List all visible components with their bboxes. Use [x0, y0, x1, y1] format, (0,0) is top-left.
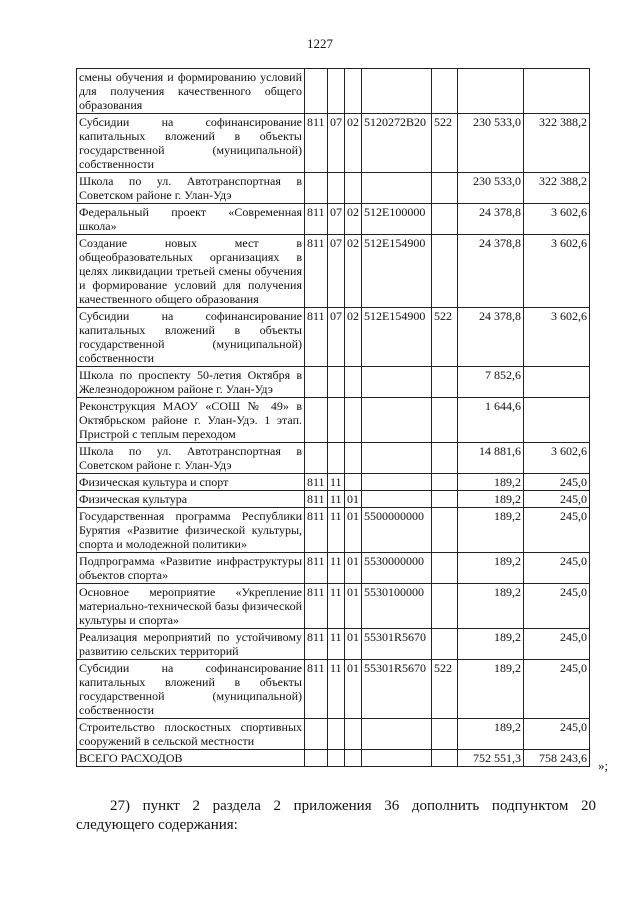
target-article-cell — [362, 173, 432, 204]
table-row — [77, 629, 590, 660]
item-name-cell: Субсидии на софинансирование капитальных вложений в объекты государственной (муниципальной) собственности — [77, 660, 305, 719]
amount-year1-cell: 24 378,8 — [458, 308, 524, 367]
target-article-cell: 512Е154900 — [362, 308, 432, 367]
amount-year1-cell: 189,2 — [458, 553, 524, 584]
amount-year2-cell: 3 602,6 — [524, 235, 590, 308]
subsection-code-cell — [345, 719, 362, 750]
table-row — [77, 398, 590, 443]
ministry-code-cell — [305, 367, 328, 398]
amount-year1-cell — [458, 69, 524, 114]
target-article-cell — [362, 398, 432, 443]
section-code-cell: 11 — [328, 660, 345, 719]
item-name-cell: Строительство плоскостных спортивных сооружений в сельской местности — [77, 719, 305, 750]
amount-year2-cell: 245,0 — [524, 584, 590, 629]
ministry-code-cell: 811 — [305, 474, 328, 491]
expense-type-cell: 522 — [432, 308, 458, 367]
item-name-cell: Создание новых мест в общеобразовательных организациях в целях ликвидации третьей смены обучения и формирование условий для получения качественного общего образования — [77, 235, 305, 308]
subsection-code-cell — [345, 398, 362, 443]
amount-year1-cell: 24 378,8 — [458, 204, 524, 235]
section-code-cell: 07 — [328, 114, 345, 173]
subsection-code-cell: 02 — [345, 235, 362, 308]
table-row — [77, 508, 590, 553]
ministry-code-cell: 811 — [305, 491, 328, 508]
amount-year2-cell: 322 388,2 — [524, 173, 590, 204]
table-row — [77, 491, 590, 508]
expense-type-cell: 522 — [432, 114, 458, 173]
expense-type-cell — [432, 553, 458, 584]
amount-year2-cell: 245,0 — [524, 719, 590, 750]
section-code-cell — [328, 367, 345, 398]
amount-year1-cell: 1 644,6 — [458, 398, 524, 443]
expense-type-cell — [432, 443, 458, 474]
amount-year1-cell: 189,2 — [458, 508, 524, 553]
amount-year2-cell: 245,0 — [524, 629, 590, 660]
section-code-cell: 11 — [328, 553, 345, 584]
expense-type-cell — [432, 69, 458, 114]
ministry-code-cell — [305, 443, 328, 474]
table-row — [77, 69, 590, 114]
amount-year1-cell: 189,2 — [458, 719, 524, 750]
expense-type-cell — [432, 204, 458, 235]
target-article-cell — [362, 491, 432, 508]
amount-year2-cell: 245,0 — [524, 474, 590, 491]
table-row — [77, 584, 590, 629]
item-name-cell: Подпрограмма «Развитие инфраструктуры объектов спорта» — [77, 553, 305, 584]
subsection-code-cell — [345, 750, 362, 767]
amount-year1-cell: 7 852,6 — [458, 367, 524, 398]
table-row — [77, 553, 590, 584]
target-article-cell — [362, 443, 432, 474]
ministry-code-cell: 811 — [305, 204, 328, 235]
amount-year1-cell: 230 533,0 — [458, 114, 524, 173]
amount-year1-cell: 189,2 — [458, 584, 524, 629]
ministry-code-cell — [305, 173, 328, 204]
table-row — [77, 204, 590, 235]
item-name-cell: Основное мероприятие «Укрепление материально-технической базы физической культуры и спорта» — [77, 584, 305, 629]
expense-type-cell: 522 — [432, 660, 458, 719]
amount-year1-cell: 752 551,3 — [458, 750, 524, 767]
ministry-code-cell: 811 — [305, 235, 328, 308]
item-name-cell: Физическая культура и спорт — [77, 474, 305, 491]
closing-quote-mark: »; — [598, 758, 609, 773]
ministry-code-cell: 811 — [305, 114, 328, 173]
ministry-code-cell — [305, 69, 328, 114]
target-article-cell: 512Е100000 — [362, 204, 432, 235]
amount-year2-cell: 3 602,6 — [524, 308, 590, 367]
subsection-code-cell — [345, 367, 362, 398]
amount-year2-cell: 322 388,2 — [524, 114, 590, 173]
target-article-cell: 512Е154900 — [362, 235, 432, 308]
ministry-code-cell — [305, 719, 328, 750]
target-article-cell: 5500000000 — [362, 508, 432, 553]
ministry-code-cell: 811 — [305, 629, 328, 660]
subsection-code-cell — [345, 474, 362, 491]
table-row — [77, 235, 590, 308]
subsection-code-cell — [345, 69, 362, 114]
subsection-code-cell: 01 — [345, 584, 362, 629]
amount-year2-cell: 245,0 — [524, 553, 590, 584]
ministry-code-cell: 811 — [305, 308, 328, 367]
table-row — [77, 660, 590, 719]
section-code-cell — [328, 443, 345, 474]
amount-year2-cell: 3 602,6 — [524, 204, 590, 235]
ministry-code-cell — [305, 398, 328, 443]
target-article-cell — [362, 474, 432, 491]
amount-year2-cell: 245,0 — [524, 508, 590, 553]
section-code-cell — [328, 69, 345, 114]
expense-type-cell — [432, 491, 458, 508]
amount-year1-cell: 189,2 — [458, 491, 524, 508]
subsection-code-cell — [345, 443, 362, 474]
subsection-code-cell — [345, 173, 362, 204]
item-name-cell: Школа по ул. Автотранспортная в Советском районе г. Улан-Удэ — [77, 173, 305, 204]
subsection-code-cell: 01 — [345, 508, 362, 553]
subsection-code-cell: 01 — [345, 553, 362, 584]
section-code-cell — [328, 173, 345, 204]
subsection-code-cell: 01 — [345, 629, 362, 660]
ministry-code-cell: 811 — [305, 660, 328, 719]
item-name-cell: Физическая культура — [77, 491, 305, 508]
amount-year2-cell: 245,0 — [524, 491, 590, 508]
expense-type-cell — [432, 235, 458, 308]
amount-year2-cell: 758 243,6 — [524, 750, 590, 767]
amount-year1-cell: 230 533,0 — [458, 173, 524, 204]
subsection-code-cell: 02 — [345, 204, 362, 235]
target-article-cell — [362, 719, 432, 750]
amount-year1-cell: 14 881,6 — [458, 443, 524, 474]
amount-year1-cell: 189,2 — [458, 629, 524, 660]
amendment-paragraph: 27) пункт 2 раздела 2 приложения 36 дополнить подпунктом 20 следующего содержания: — [76, 798, 596, 833]
amount-year2-cell: 3 602,6 — [524, 443, 590, 474]
ministry-code-cell — [305, 750, 328, 767]
section-code-cell: 07 — [328, 235, 345, 308]
section-code-cell — [328, 719, 345, 750]
item-name-cell: Субсидии на софинансирование капитальных вложений в объекты государственной (муниципальной) собственности — [77, 114, 305, 173]
item-name-cell: Школа по ул. Автотранспортная в Советском районе г. Улан-Удэ — [77, 443, 305, 474]
table-row — [77, 114, 590, 173]
item-name-cell: Государственная программа Республики Бурятия «Развитие физической культуры, спорта и молодежной политики» — [77, 508, 305, 553]
target-article-cell: 5530100000 — [362, 584, 432, 629]
expense-type-cell — [432, 584, 458, 629]
table-row — [77, 173, 590, 204]
ministry-code-cell: 811 — [305, 508, 328, 553]
amount-year1-cell: 189,2 — [458, 474, 524, 491]
section-code-cell: 07 — [328, 308, 345, 367]
section-code-cell — [328, 750, 345, 767]
item-name-cell: смены обучения и формированию условий для получения качественного общего образования — [77, 69, 305, 114]
section-code-cell: 11 — [328, 474, 345, 491]
table-row — [77, 443, 590, 474]
budget-table — [76, 68, 590, 767]
amount-year1-cell: 189,2 — [458, 660, 524, 719]
item-name-cell: ВСЕГО РАСХОДОВ — [77, 750, 305, 767]
expense-type-cell — [432, 474, 458, 491]
section-code-cell: 11 — [328, 629, 345, 660]
section-code-cell: 07 — [328, 204, 345, 235]
item-name-cell: Субсидии на софинансирование капитальных вложений в объекты государственной (муниципальной) собственности — [77, 308, 305, 367]
amount-year2-cell — [524, 69, 590, 114]
expense-type-cell — [432, 719, 458, 750]
section-code-cell: 11 — [328, 491, 345, 508]
amount-year2-cell: 245,0 — [524, 660, 590, 719]
section-code-cell — [328, 398, 345, 443]
table-row — [77, 474, 590, 491]
expense-type-cell — [432, 750, 458, 767]
target-article-cell: 55301R5670 — [362, 629, 432, 660]
expense-type-cell — [432, 629, 458, 660]
expense-type-cell — [432, 173, 458, 204]
target-article-cell — [362, 367, 432, 398]
section-code-cell: 11 — [328, 508, 345, 553]
table-row — [77, 367, 590, 398]
target-article-cell: 5120272В20 — [362, 114, 432, 173]
target-article-cell — [362, 750, 432, 767]
item-name-cell: Школа по проспекту 50-летия Октября в Железнодорожном районе г. Улан-Удэ — [77, 367, 305, 398]
table-row — [77, 308, 590, 367]
section-code-cell: 11 — [328, 584, 345, 629]
amount-year2-cell — [524, 398, 590, 443]
subsection-code-cell: 02 — [345, 308, 362, 367]
subsection-code-cell: 01 — [345, 491, 362, 508]
item-name-cell: Федеральный проект «Современная школа» — [77, 204, 305, 235]
table-row — [77, 719, 590, 750]
expense-type-cell — [432, 367, 458, 398]
item-name-cell: Реализация мероприятий по устойчивому развитию сельских территорий — [77, 629, 305, 660]
subsection-code-cell: 02 — [345, 114, 362, 173]
expense-type-cell — [432, 398, 458, 443]
target-article-cell: 55301R5670 — [362, 660, 432, 719]
page-number: 1227 — [307, 36, 333, 51]
target-article-cell: 5530000000 — [362, 553, 432, 584]
ministry-code-cell: 811 — [305, 553, 328, 584]
target-article-cell — [362, 69, 432, 114]
expense-type-cell — [432, 508, 458, 553]
table-row — [77, 750, 590, 767]
item-name-cell: Реконструкция МАОУ «СОШ № 49» в Октябрьском районе г. Улан-Удэ. 1 этап. Пристрой с теплым переходом — [77, 398, 305, 443]
ministry-code-cell: 811 — [305, 584, 328, 629]
amount-year2-cell — [524, 367, 590, 398]
subsection-code-cell: 01 — [345, 660, 362, 719]
amount-year1-cell: 24 378,8 — [458, 235, 524, 308]
